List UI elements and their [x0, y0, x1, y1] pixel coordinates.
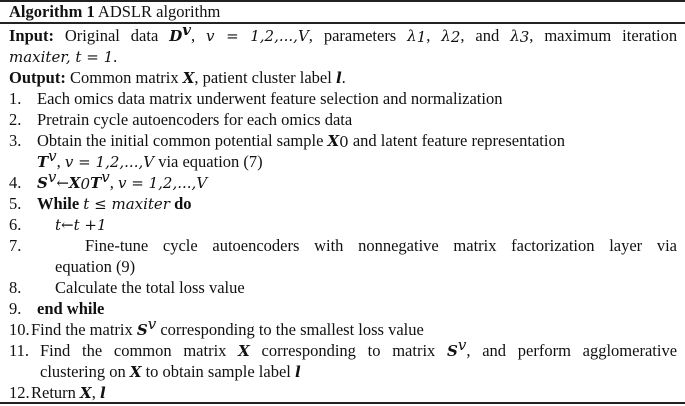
step-number: 11. [9, 341, 30, 360]
step-number: 8. [9, 278, 22, 297]
step-number: 3. [9, 131, 22, 150]
step-number: 1. [9, 89, 22, 108]
step-text: Return X, l [31, 383, 106, 402]
step-4 [9, 168, 677, 193]
math-l: l [335, 69, 342, 87]
input-line-2: maxiter, t = 1. [9, 47, 118, 66]
step-3 [9, 130, 677, 151]
step-text: Pretrain cycle autoencoders for each omics data [37, 110, 353, 129]
math-Tv: $T^v$ [37, 147, 57, 171]
step-11 [9, 336, 678, 361]
step-6 [9, 214, 677, 235]
bottom-rule [0, 402, 685, 404]
step-number: 10. [9, 320, 30, 339]
step-7 [9, 235, 677, 256]
algorithm-name: ADSLR algorithm [97, 2, 221, 21]
step-number: 9. [9, 299, 22, 318]
maximum-iteration-text: maximum iteration [544, 26, 678, 45]
step-8 [9, 277, 677, 298]
math-D: $D^v$ [169, 21, 191, 45]
step-text: Fine-tune cycle autoencoders with nonnegative matrix factorization layer via [85, 236, 677, 255]
title-rule [0, 22, 685, 24]
step-text: Calculate the total loss value [55, 278, 245, 297]
step-number: 5. [9, 194, 22, 213]
math-X: X [182, 69, 195, 87]
step-number: 6. [9, 215, 22, 234]
output-text: Common matrix [69, 68, 179, 87]
step-number: 4. [9, 173, 22, 192]
output-line: Output: Common matrix X, patient cluster label l. [9, 68, 346, 87]
algorithm-number: Algorithm 1 [9, 2, 95, 21]
step-text: Find the common matrix X corresponding to matrix $S^v$, and perform agglomerative [40, 336, 678, 360]
step-11-continuation [9, 361, 677, 382]
step-text: end while [37, 299, 105, 318]
step-text: Obtain the initial common potential sample $X_0$ and latent feature representation [37, 131, 565, 151]
step-text: equation (9) [55, 257, 136, 276]
step-text: Find the matrix $S^v$ corresponding to the smallest loss value [31, 315, 424, 339]
step-number: 7. [9, 236, 22, 255]
math-v-range: v = 1,2,...,V [206, 27, 309, 45]
math-maxiter: maxiter, t = 1 [9, 48, 114, 66]
step-text: t←t +1 [55, 216, 107, 234]
step-text: clustering on X to obtain sample label l [40, 362, 301, 381]
step-text: $S^v\leftarrow X_0T^v$, v = 1,2,...,V [37, 168, 208, 193]
step-10 [9, 315, 677, 340]
parameters-text: parameters [323, 26, 397, 45]
output-label: Output: [9, 68, 66, 87]
math-lambda2: $\lambda_2$ [441, 27, 461, 46]
algorithm-title [9, 2, 220, 22]
step-text: While t ≤ maxiter do [37, 194, 192, 213]
math-lambda1: $\lambda_1$ [407, 27, 427, 46]
step-number: 2. [9, 110, 22, 129]
step-1 [9, 88, 677, 109]
math-X0: $X_0$ [327, 132, 349, 151]
step-text: Each omics data matrix underwent feature selection and normalization [37, 89, 503, 108]
step-text: $T^v$, v = 1,2,...,V via equation (7) [37, 147, 263, 171]
and-text: and [475, 26, 500, 45]
math-Sv: $S^v$ [37, 168, 57, 192]
step-5 [9, 193, 677, 214]
input-label: Input: [9, 26, 54, 45]
input-text: Original data [64, 26, 159, 45]
input-line: Input: Original data $D^v$, v = 1,2,...,V, parameters $\lambda_1$, $\lambda_2$, and $\lambda_3$, maximum iteration [9, 21, 678, 46]
step-12 [9, 382, 677, 403]
step-9 [9, 298, 677, 319]
step-7-continuation [9, 256, 677, 277]
step-2 [9, 109, 677, 130]
math-lambda3: $\lambda_3$ [510, 27, 530, 46]
output-text-2: patient cluster label [202, 68, 332, 87]
step-number: 12. [9, 383, 30, 402]
